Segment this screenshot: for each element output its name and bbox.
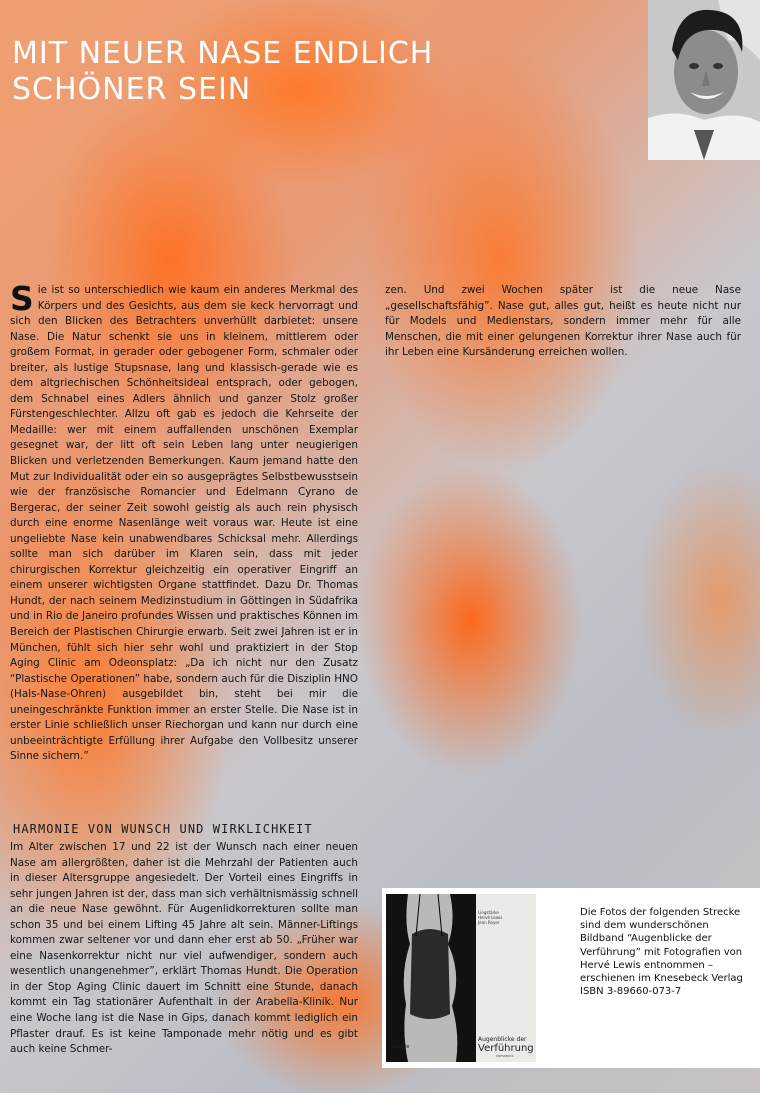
article-headline [12,36,433,108]
caption-line: Die Fotos der folgenden Strecke [580,907,741,918]
caption-line: Bildband “Augenblicke der [580,933,712,945]
book-author-lines [478,910,502,925]
article-column-2: zen. Und zwei Wochen später ist die neue Nase „gesellschaftsfähig”. Nase gut, alles gut, heißt es heute nicht nur für Models und Medienstars, sondern immer mehr für alle Menschen, die mit einer gelungenen Korrektur ihrer Nase auch für ihr Leben eine Kursänderung erreichen wollen. [385,284,741,359]
doctor-portrait-photo [648,0,760,160]
headline-line-2: SCHÖNER SEIN [12,72,252,107]
book-cover-image [386,894,536,1062]
caption-line: Hervé Lewis entnommen – [580,959,713,971]
caption-line: erschienen im Knesebeck Verlag [580,973,743,985]
drop-cap: S [10,279,34,318]
book-title-big: Verführung [478,1043,534,1054]
book-edition-mark: KNESEBECK [496,1054,514,1058]
book-title-small: Augenblicke der [478,1036,527,1043]
book-author-line: Hervé Lewis [478,915,503,920]
book-author-line: Jean Royer [478,920,500,925]
caption-line: Verführung” mit Fotografien von [580,946,743,958]
headline-line-1: MIT NEUER NASE ENDLICH [12,36,434,71]
book-publisher-mark: Aulade [392,1044,410,1050]
book-caption [580,906,750,998]
article-column-1 [10,279,358,765]
book-info-box [382,888,760,1068]
caption-line: sind dem wunderschönen [580,920,709,932]
section-subheading: HARMONIE VON WUNSCH UND WIRKLICHKEIT [13,822,313,836]
article-intro-text: ie ist so unterschiedlich wie kaum ein anderes Merkmal des Körpers und des Gesichts, aus dem sie keck hervorragt und sich den Blicken des Betrachters unverhüllt darbietet: unsere Nase. Die Natur schenkt sie uns in kleinem, mittlerem oder großem Format, in gerader oder gebogener Form, schmaler oder breiter, als lustige Stupsnase, lang und klassisch-gerade wie es dem altgriechischen Schönheitsideal entsprach, oder gebogen, dem Schnabel eines Adlers ähnlich und ganzer Stolz großer Fürstengeschlechter. Allzu oft gab es jedoch die Kehrseite der Medaille: wer mit einem auffallenden unschönen Exemplar gesegnet war, der litt oft sein Leben lang unter neugierigen Blicken und verletzenden Bemerkungen. Kaum jemand hatte den Mut zur Individualität oder ein so ausgeprägtes Selbstbewusstsein wie der französische Romancier und Edelmann Cyrano de Bergerac, der seiner Zeit sowohl geistig als auch rein physisch durch eine enorme Nasenlänge weit voraus war. Heute ist eine ungeliebte Nase kein unabwendbares Schicksal mehr. Allerdings sollte man sich darüber im Klaren sein, dass mit jeder chirurgischen Korrektur gleichzeitig ein operativer Eingriff an einem unserer wichtigsten Organe stattfindet. Dazu Dr. Thomas Hundt, der nach seinem Medizinstudium in Göttingen in Südafrika und in Rio de Janeiro profundes Wissen und praktisches Können im Bereich der Plastischen Chirurgie erwarb. Seit zwei Jahren ist er in München, fühlt sich hier sehr wohl und praktiziert in der Stop Aging Clinic am Odeonsplatz: „Da ich nicht nur den Zusatz “Plastische Operationen” habe, sondern auch für die Disziplin HNO (Hals-Nase-Ohren) ausgebildet bin, steht bei mir die uneingeschränkte Funktion immer an erster Stelle. Die Nase ist in erster Linie schließlich unser Riechorgan und kann nur durch eine unbeeinträchtigte Erfüllung ihrer Aufgabe den Vollbesitz unserer Sinne sichern.” [10,284,358,763]
book-title [478,1036,534,1055]
portrait-illustration [648,0,760,160]
caption-line: ISBN 3-89660-073-7 [580,986,682,998]
book-author-line: Lingstärke [478,910,499,915]
article-column-1-section-2: Im Alter zwischen 17 und 22 ist der Wunsch nach einer neuen Nase am allergrößten, daher ist die Mehrzahl der Patienten auch in dieser Altersgruppe angesiedelt. Der Vorteil eines Eingriffs in sehr jungen Jahren ist der, dass man sich verhältnismässig schnell an die neue Nase gewöhnt. Für Augenlidkorrekturen sollte man schon 35 und bei einem Lifting 45 Jahre alt sein. Männer-Liftings kommen zwar seltener vor und dann eher erst ab 50. „Früher war eine Nasenkorrektur nicht nur viel aufwendiger, sondern auch wesentlich unangenehmer”, erklärt Thomas Hundt. Die Operation in der Stop Aging Clinic dauert im Schnitt eine Stunde, danach kommt ein Tag stationärer Aufenthalt in der Arabella-Klinik. Nur eine Woche lang ist die Nase in Gips, danach kommt lediglich ein Pflaster drauf. Es ist keine Tamponade mehr nötig und es gibt auch keine Schmer- [10,841,358,1056]
